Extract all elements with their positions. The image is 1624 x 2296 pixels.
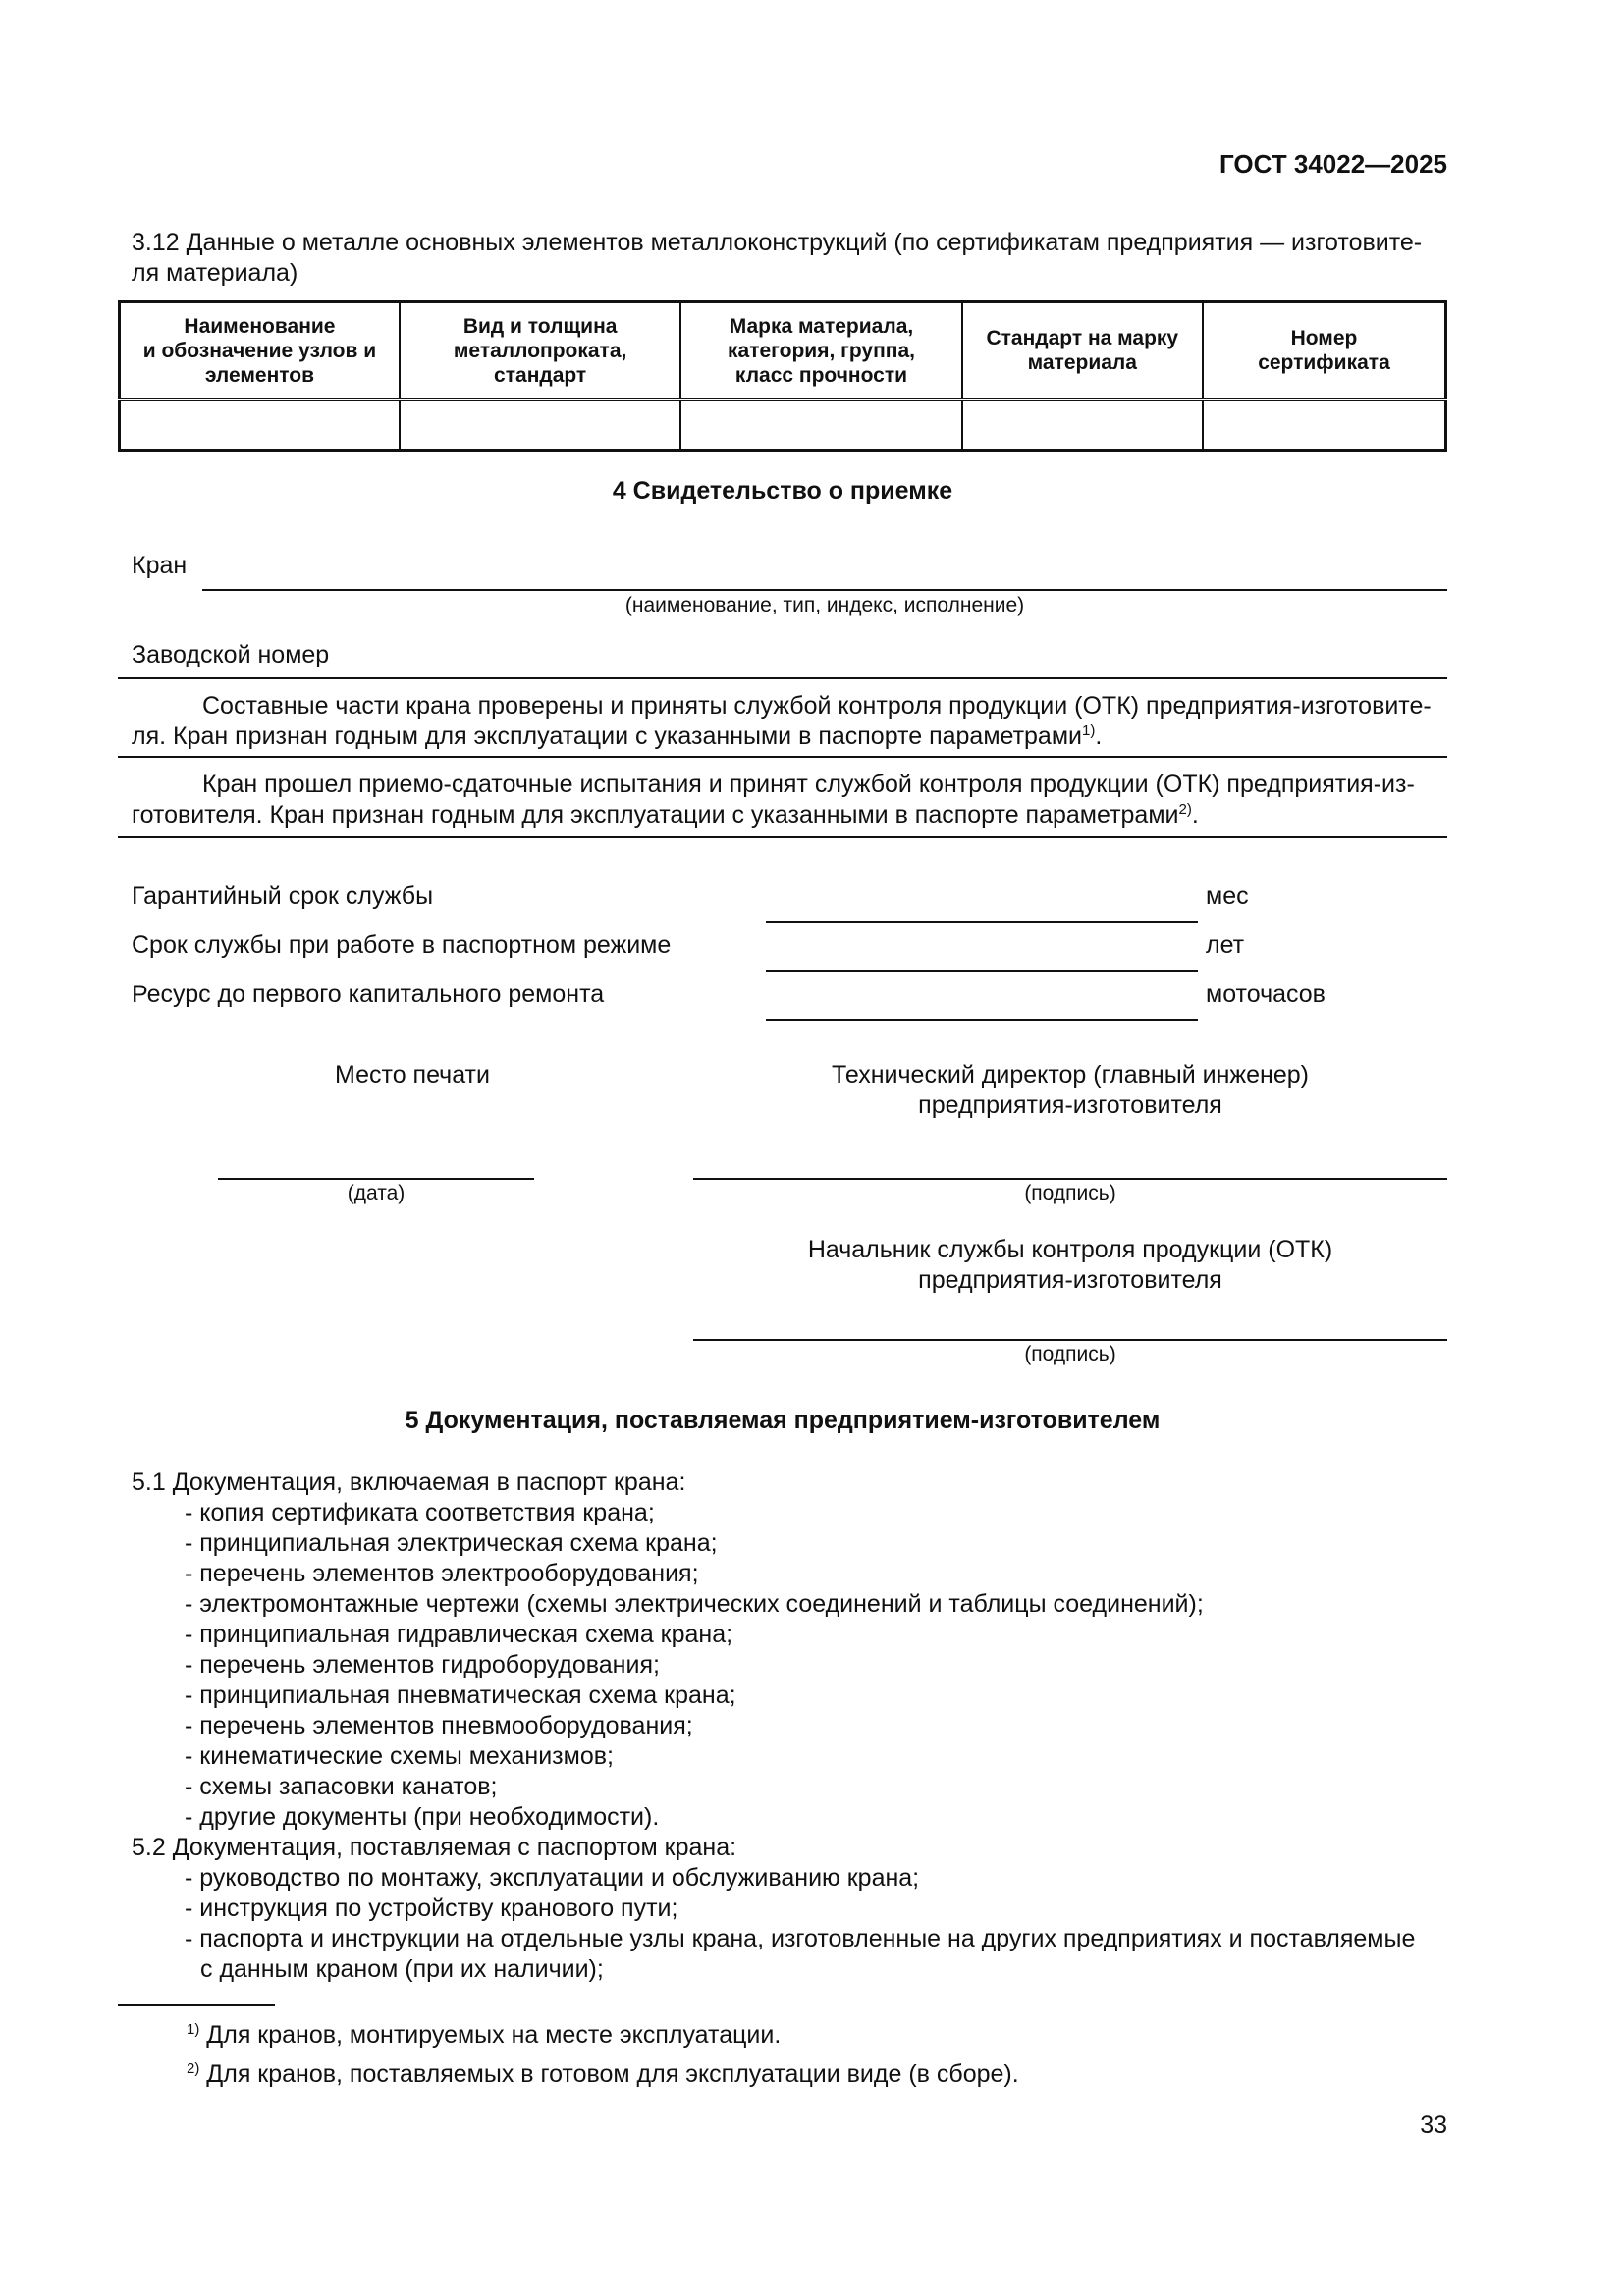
page-number: 33 <box>1420 2111 1447 2139</box>
acceptance-para-1-underline <box>118 756 1447 758</box>
table-cell[interactable] <box>1203 400 1446 451</box>
footnote-2-mark: 2) <box>187 2060 200 2077</box>
acceptance-para-1-line-1: Составные части крана проверены и приняты службой контроля продукции (ОТК) предприятия-изготовите- <box>202 692 1432 720</box>
footnote-1-mark: 1) <box>187 2021 200 2038</box>
warranty-label: Гарантийный срок службы <box>132 882 434 910</box>
list-item: - принципиальная гидравлическая схема крана; <box>185 1621 733 1648</box>
table-cell[interactable] <box>400 400 680 451</box>
otk-signature-caption: (подпись) <box>1024 1343 1116 1365</box>
column-header-element-name: Наименование и обозначение узлов и элементов <box>120 302 400 400</box>
list-item: - перечень элементов гидроборудования; <box>185 1651 660 1679</box>
list-item: - перечень элементов электрооборудования; <box>185 1560 699 1587</box>
list-item: - руководство по монтажу, эксплуатации и обслуживанию крана; <box>185 1864 920 1892</box>
footnote-1 <box>187 2020 781 2051</box>
list-item: - паспорта и инструкции на отдельные узлы крана, изготовленные на других предприятиях и поставляемые <box>185 1925 1416 1952</box>
section-4-title: 4 Свидетельство о приемке <box>612 477 953 505</box>
table-cell[interactable] <box>120 400 400 451</box>
date-caption: (дата) <box>347 1182 406 1204</box>
section-5-2-heading: 5.2 Документация, поставляемая с паспортом крана: <box>132 1834 737 1861</box>
acceptance-para-2-line-1: Кран прошел приемо-сдаточные испытания и принят службой контроля продукции (ОТК) предприятия-из- <box>202 771 1415 798</box>
column-header-rolled-metal: Вид и толщина металлопроката, стандарт <box>400 302 680 400</box>
serial-number-label: Заводской номер <box>132 641 330 668</box>
section-5-1-heading: 5.1 Документация, включаемая в паспорт крана: <box>132 1468 686 1496</box>
serial-number-field[interactable] <box>118 677 1447 679</box>
resource-label: Ресурс до первого капитального ремонта <box>132 981 605 1008</box>
footnote-ref-1[interactable]: 1) <box>1082 722 1096 739</box>
acceptance-para-1-line-2: ля. Кран признан годным для эксплуатации с указанными в паспорте параметрами$^{1)}$. <box>132 722 1103 750</box>
list-item: - кинематические схемы механизмов; <box>185 1742 614 1770</box>
crane-name-field[interactable] <box>202 589 1447 591</box>
list-item: - схемы запасовки канатов; <box>185 1773 498 1800</box>
resource-unit: моточасов <box>1206 981 1326 1008</box>
service-life-field[interactable] <box>766 970 1198 972</box>
director-title-line-2: предприятия-изготовителя <box>918 1092 1222 1119</box>
service-life-unit: лет <box>1206 932 1245 959</box>
table-cell[interactable] <box>962 400 1203 451</box>
director-title-line-1: Технический директор (главный инженер) <box>832 1061 1309 1089</box>
section-5-title: 5 Документация, поставляемая предприятием-изготовителем <box>405 1407 1161 1434</box>
metal-data-table <box>118 300 1447 452</box>
director-signature-caption: (подпись) <box>1024 1182 1116 1204</box>
footnote-separator <box>118 2004 275 2006</box>
list-item: - инструкция по устройству кранового пути; <box>185 1895 678 1922</box>
document-standard-number: ГОСТ 34022—2025 <box>1219 149 1447 179</box>
date-field[interactable] <box>218 1178 534 1180</box>
section-5-1-list <box>185 1498 1204 1833</box>
column-header-material-grade: Марка материала, категория, группа, класс прочности <box>680 302 961 400</box>
crane-label: Кран <box>132 552 188 579</box>
otk-head-title-line-2: предприятия-изготовителя <box>918 1266 1222 1294</box>
section-5-2-list <box>185 1863 1415 1985</box>
list-item: - копия сертификата соответствия крана; <box>185 1499 655 1526</box>
footnote-1-text: Для кранов, монтируемых на месте эксплуатации. <box>206 2021 782 2049</box>
acceptance-para-2-line-2: готовителя. Кран признан годным для эксплуатации с указанными в паспорте параметрами$^{2)}$. <box>132 801 1199 828</box>
director-signature-field[interactable] <box>693 1178 1447 1180</box>
section-3-12-line-2: ля материала) <box>132 259 298 287</box>
table-cell[interactable] <box>680 400 961 451</box>
table-header-row <box>120 302 1446 400</box>
warranty-field[interactable] <box>766 921 1198 923</box>
column-header-grade-standard: Стандарт на марку материала <box>962 302 1203 400</box>
column-header-certificate-number: Номер сертификата <box>1203 302 1446 400</box>
stamp-place-label: Место печати <box>335 1061 490 1089</box>
table-row <box>120 400 1446 451</box>
list-item: - электромонтажные чертежи (схемы электрических соединений и таблицы соединений); <box>185 1590 1204 1618</box>
service-life-label: Срок службы при работе в паспортном режиме <box>132 932 672 959</box>
warranty-unit: мес <box>1206 882 1249 910</box>
acceptance-para-2-underline <box>118 836 1447 838</box>
footnote-ref-2[interactable]: 2) <box>1178 801 1192 818</box>
list-item: - принципиальная электрическая схема крана; <box>185 1529 718 1557</box>
crane-name-caption: (наименование, тип, индекс, исполнение) <box>624 594 1025 616</box>
list-item: - принципиальная пневматическая схема крана; <box>185 1682 736 1709</box>
list-item: - перечень элементов пневмооборудования; <box>185 1712 693 1739</box>
section-3-12-line-1: 3.12 Данные о металле основных элементов металлоконструкций (по сертификатам предприятия — изготовите- <box>132 229 1423 256</box>
list-item-continuation: с данным краном (при их наличии); <box>200 1955 604 1983</box>
resource-field[interactable] <box>766 1019 1198 1021</box>
list-item: - другие документы (при необходимости). <box>185 1803 660 1831</box>
footnote-2 <box>187 2059 1019 2090</box>
footnote-2-text: Для кранов, поставляемых в готовом для эксплуатации виде (в сборе). <box>206 2060 1019 2088</box>
otk-signature-field[interactable] <box>693 1339 1447 1341</box>
otk-head-title-line-1: Начальник службы контроля продукции (ОТК) <box>807 1236 1333 1263</box>
